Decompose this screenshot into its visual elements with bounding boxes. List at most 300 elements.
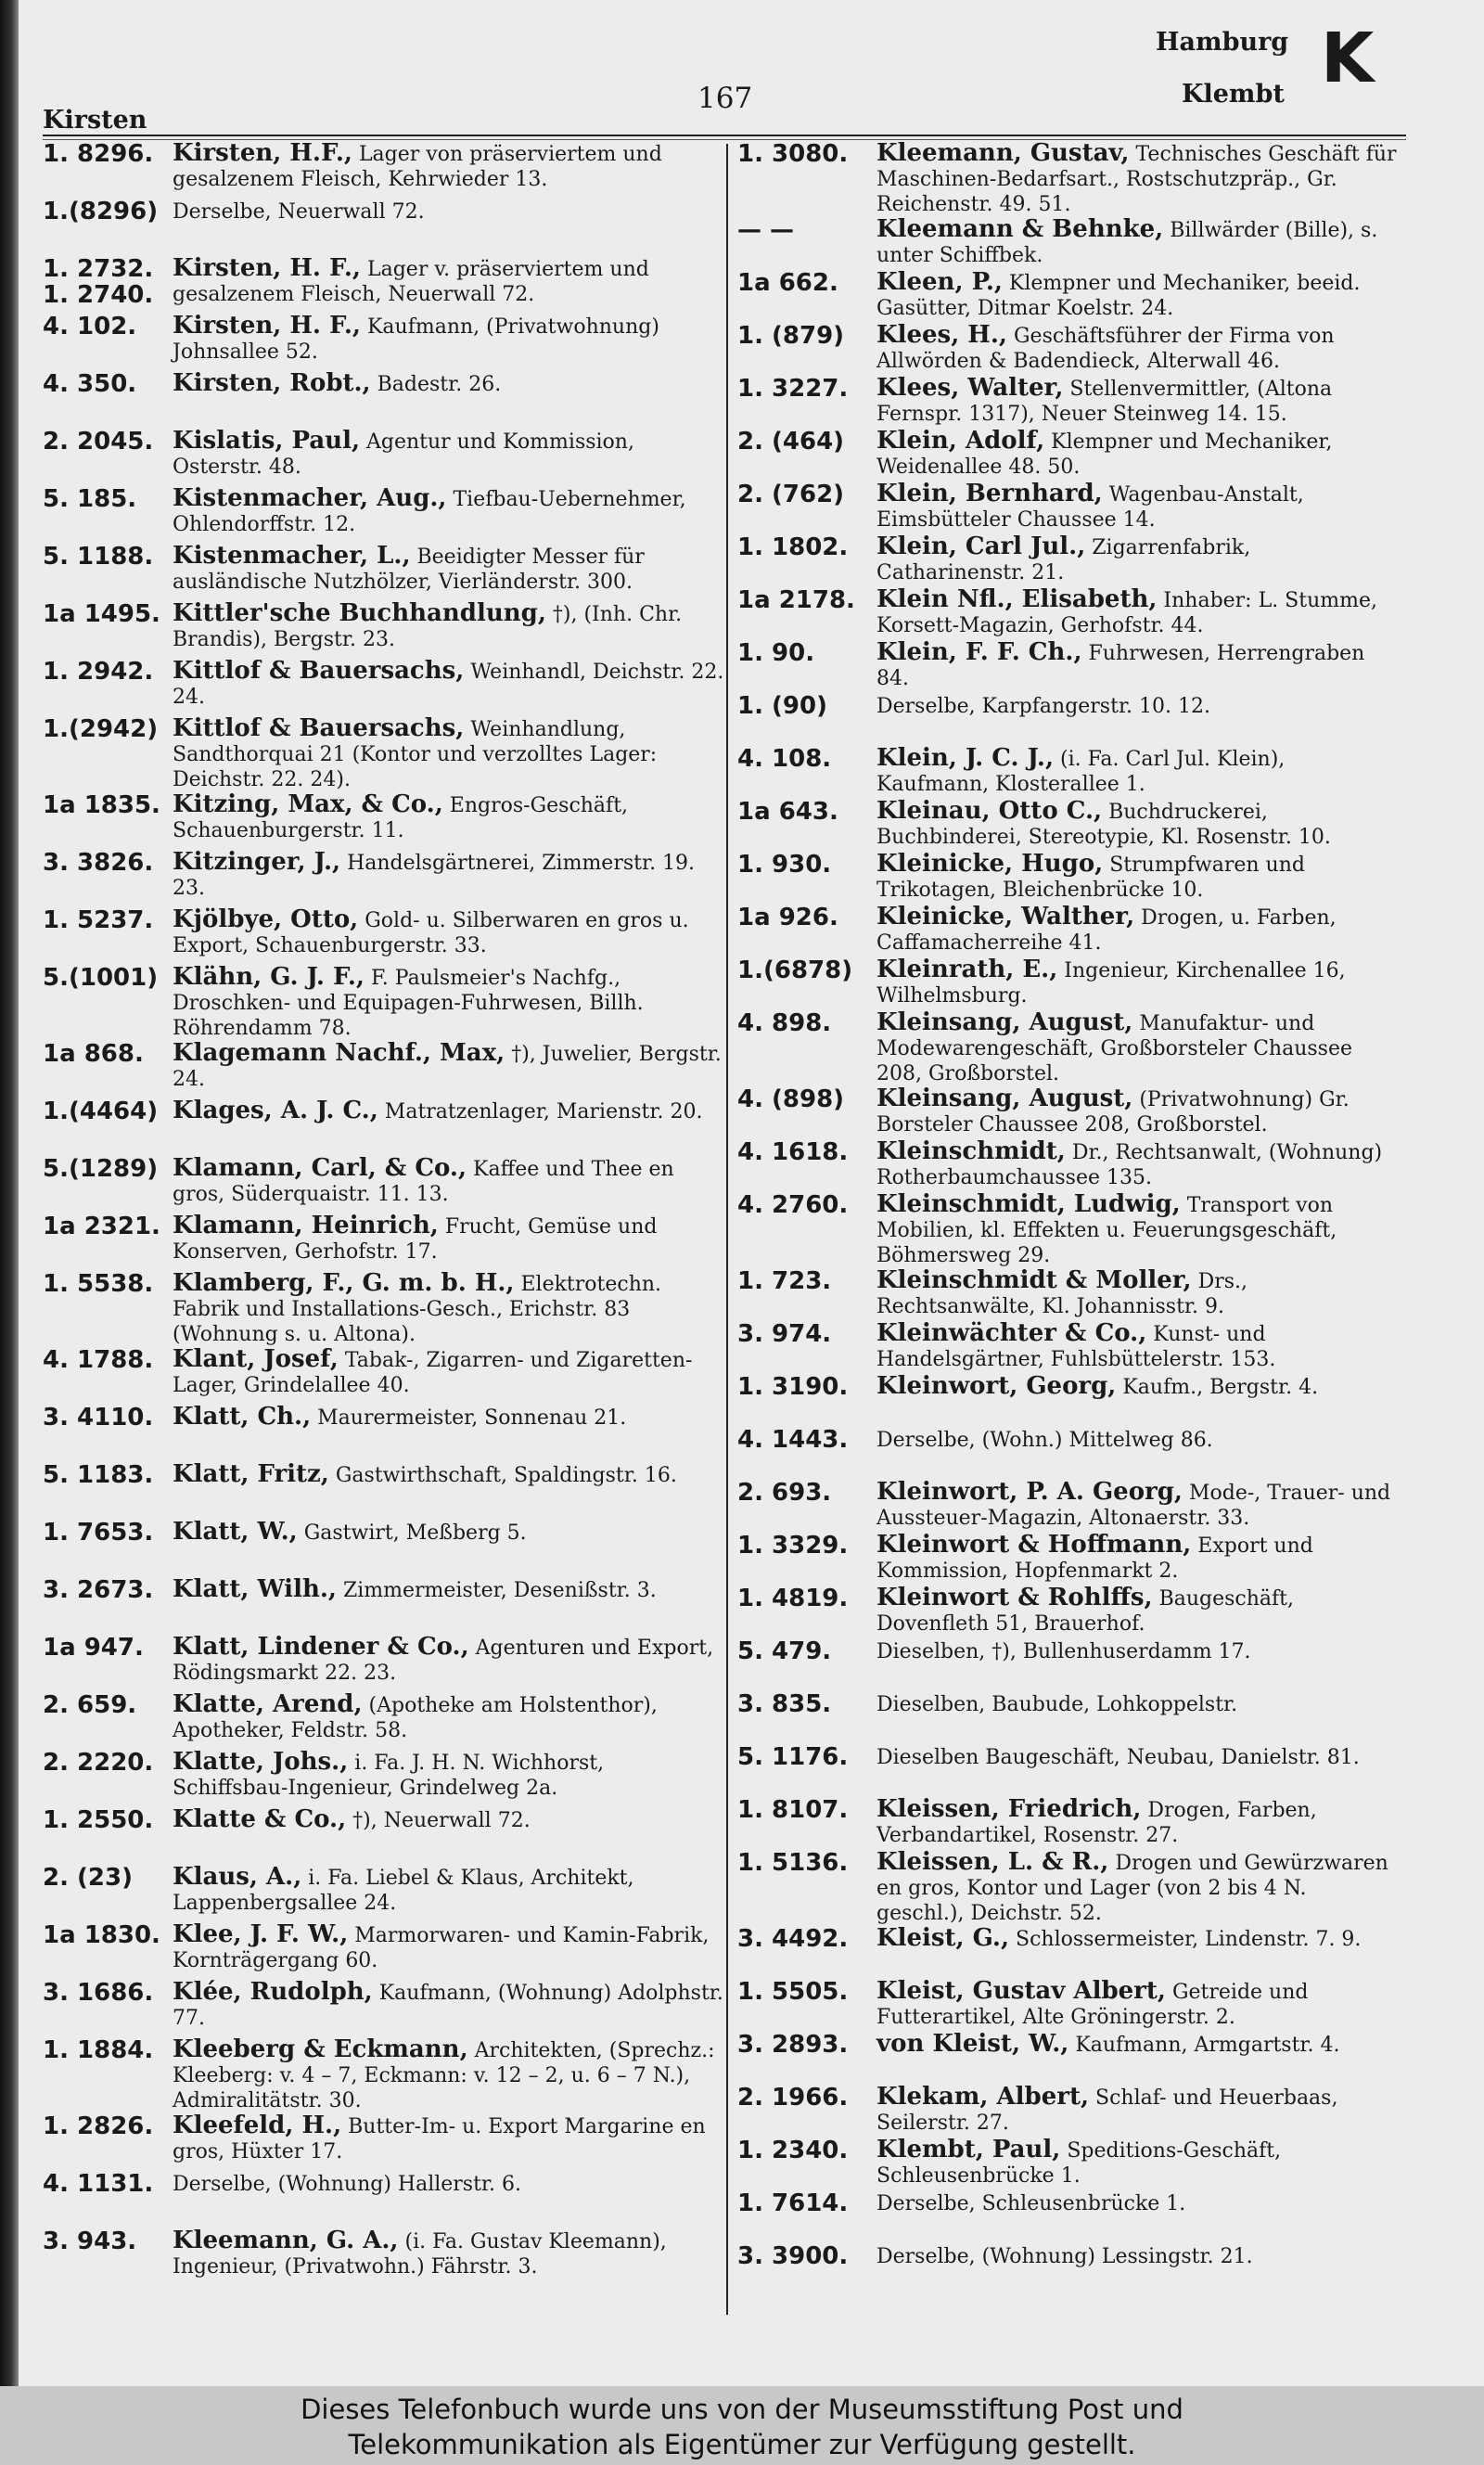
listing-entry [737, 217, 1401, 270]
listing-details: (Privatwohnung) Gr. Borsteler Chaussee 208, Großborstel. [876, 1088, 1350, 1136]
phone-number: 1. 2340. [737, 2137, 849, 2164]
listing-details: Architekten, (Sprechz.: Kleeberg: v. 4 – 7, Eckmann: v. 12 – 2, u. 6 – 7 N.), Admiralitätstr. 30. [173, 2039, 715, 2112]
subscriber-name: Klein Nfl., Elisabeth, [876, 585, 1158, 613]
subscriber-name: Kleinwächter & Co., [876, 1319, 1147, 1347]
listing-details: Derselbe, (Wohn.) Mittelweg 86. [876, 1429, 1213, 1452]
subscriber-name: Klagemann Nachf., Max, [173, 1039, 505, 1067]
phone-number: 2. 2045. [43, 428, 154, 456]
listing-text [173, 659, 724, 710]
listing-details: Matratzenlager, Marienstr. 20. [384, 1100, 703, 1123]
footer-line-2: Telekommunikation als Eigentümer zur Verfügung gestellt. [348, 2429, 1136, 2460]
listing-details: Wagenbau-Anstalt, Eimsbütteler Chaussee 14. [876, 483, 1304, 532]
subscriber-name: Klatt, Fritz, [173, 1460, 329, 1488]
phone-number: 1. 5136. [737, 1849, 849, 1877]
phone-number: 1a 1830. [43, 1921, 160, 1949]
listing-entry [43, 716, 724, 792]
listing-entry [737, 1139, 1401, 1192]
phone-number: 1a 947. [43, 1634, 144, 1662]
phone-number: 1. 7614. [737, 2189, 849, 2217]
listing-text [876, 141, 1401, 217]
listing-text [173, 1520, 724, 1546]
listing-details: Derselbe, Schleusenbrücke 1. [876, 2192, 1186, 2215]
listing-details: Dieselben, †), Bullenhuserdamm 17. [876, 1640, 1251, 1663]
listing-details: Schlaf- und Heuerbaas, Seilerstr. 27. [876, 2086, 1338, 2135]
listing-entry [737, 429, 1401, 481]
phone-number: 1. 2942. [43, 658, 154, 686]
listing-text [876, 799, 1401, 850]
listing-text [173, 850, 724, 901]
subscriber-name: Kleissen, Friedrich, [876, 1795, 1142, 1823]
phone-number: 1. 930. [737, 851, 832, 879]
listing-details: Klempner und Mechaniker, beeid. Gasütter, Ditmar Koelstr. 24. [876, 272, 1361, 320]
listing-details: Agentur und Kommission, Osterstr. 48. [173, 430, 634, 479]
listing-entry [737, 1926, 1401, 1979]
listing-details: Baugeschäft, Dovenfleth 51, Brauerhof. [876, 1587, 1295, 1636]
listing-details: Kunst- und Handelsgärtner, Fuhlsbüttelerstr. 153. [876, 1323, 1276, 1371]
listing-entry [737, 587, 1401, 640]
listing-entry [43, 1865, 724, 1922]
listing-entry [737, 799, 1401, 852]
right-column [737, 141, 1401, 2296]
phone-number: 2. 659. [43, 1691, 137, 1719]
listing-details: (i. Fa. Gustav Kleemann), Ingenieur, (Privatwohn.) Fährstr. 3. [173, 2230, 667, 2279]
phone-number: 2. 2220. [43, 1749, 154, 1777]
phone-number: 1a 2178. [737, 586, 855, 614]
phone-number: 1a 662. [737, 269, 838, 297]
listing-entry [737, 746, 1401, 799]
listing-entry [43, 1271, 724, 1347]
listing-text [173, 371, 724, 397]
listing-text [876, 1691, 1401, 1717]
listing-text [173, 1692, 724, 1743]
subscriber-name: Kirsten, H. F., [173, 254, 361, 282]
listing-details: Kaufm., Bergstr. 4. [1122, 1376, 1319, 1399]
listing-text [173, 2113, 724, 2164]
phone-number: 1.(6878) [737, 956, 853, 984]
listing-entry [737, 1797, 1401, 1850]
phone-number: 5. 1188. [43, 543, 154, 571]
listing-text [876, 2032, 1401, 2058]
page-number: 167 [697, 82, 753, 115]
listing-details: Gold- u. Silberwaren en gros u. Export, Schauenburgerstr. 33. [173, 909, 689, 957]
listing-entry [737, 1979, 1401, 2032]
subscriber-name: Kleinicke, Hugo, [876, 850, 1104, 878]
phone-number: 4. 2760. [737, 1191, 849, 1219]
subscriber-name: Kittlof & Bauersachs, [173, 714, 465, 742]
listing-details: Buchdruckerei, Buchbinderei, Stereotypie, Kl. Rosenstr. 10. [876, 801, 1331, 849]
listing-text [876, 1926, 1401, 1952]
subscriber-name: Kleinschmidt, Ludwig, [876, 1190, 1181, 1218]
subscriber-name: Klein, Bernhard, [876, 480, 1103, 507]
listing-text [876, 640, 1401, 691]
header-city: Hamburg [1156, 28, 1289, 57]
phone-number: 3. 2673. [43, 1576, 154, 1604]
listing-text [876, 1086, 1401, 1137]
listing-text [173, 1347, 724, 1398]
subscriber-name: Klaus, A., [173, 1863, 302, 1891]
phone-number: 1.(8296) [43, 198, 159, 225]
listing-text [173, 1807, 724, 1833]
listing-details: Derselbe, Neuerwall 72. [173, 200, 425, 224]
subscriber-name: Klein, F. F. Ch., [876, 638, 1082, 666]
listing-details: Manufaktur- und Modewarengeschäft, Großborsteler Chaussee 208, Großborstel. [876, 1012, 1352, 1085]
subscriber-name: Klatt, Ch., [173, 1403, 312, 1431]
listing-text [876, 1979, 1401, 2030]
listing-text [876, 1586, 1401, 1637]
subscriber-name: Klee, J. F. W., [173, 1920, 349, 1948]
listing-entry [737, 1533, 1401, 1586]
listing-entry [43, 141, 724, 199]
listing-details: i. Fa. Liebel & Klaus, Architekt, Lappenbergsallee 24. [173, 1867, 634, 1915]
phone-number: 5. 479. [737, 1637, 832, 1665]
subscriber-name: Klée, Rudolph, [173, 1978, 373, 2006]
listing-details: Dr., Rechtsanwalt, (Wohnung) Rotherbaumchaussee 135. [876, 1141, 1383, 1189]
listing-details: Klempner und Mechaniker, Weidenallee 48. 50. [876, 430, 1333, 479]
listing-text [173, 2037, 724, 2113]
header-letter: K [1321, 19, 1375, 98]
subscriber-name: Kleemann, Gustav, [876, 139, 1130, 167]
listing-text [173, 601, 724, 652]
listing-entry [737, 693, 1401, 746]
listing-text [173, 1098, 724, 1124]
phone-number: 1. 5237. [43, 906, 154, 934]
listing-details: Dieselben, Baubude, Lohkoppelstr. [876, 1693, 1238, 1716]
listing-details: Lager von präserviertem und gesalzenem Fleisch, Kehrwieder 13. [173, 143, 662, 191]
listing-details: Ingenieur, Kirchenallee 16, Wilhelmsburg. [876, 959, 1346, 1008]
listing-details: Strumpfwaren und Trikotagen, Bleichenbrücke 10. [876, 854, 1305, 902]
listing-details: Weinhandlung, Sandthorquai 21 (Kontor und verzolltes Lager: Deichstr. 22. 24). [173, 718, 658, 791]
phone-number: 3. 1686. [43, 1979, 154, 2007]
listing-text [173, 1635, 724, 1686]
listing-entry [737, 1586, 1401, 1638]
listing-entry [737, 1427, 1401, 1480]
subscriber-name: Kleist, G., [876, 1924, 1010, 1952]
listing-entry [43, 1213, 724, 1271]
listing-text [173, 1577, 724, 1603]
listing-text [876, 429, 1401, 480]
phone-number: 3. 3826. [43, 849, 154, 877]
listing-text [876, 957, 1401, 1008]
phone-number: 2. (464) [737, 428, 845, 456]
listing-text [876, 270, 1401, 321]
listing-entry [43, 965, 724, 1041]
subscriber-name: Kleinwort, P. A. Georg, [876, 1478, 1183, 1506]
listing-text [173, 2228, 724, 2279]
subscriber-name: Klamann, Heinrich, [173, 1212, 439, 1239]
subscriber-name: Kitzing, Max, & Co., [173, 790, 443, 818]
listing-entry [43, 659, 724, 716]
phone-number: 1. (90) [737, 692, 827, 720]
phone-number: 1. 1884. [43, 2036, 154, 2064]
phone-number: 4. 1788. [43, 1346, 154, 1374]
listing-text [876, 2190, 1401, 2216]
phone-number: 1. (879) [737, 322, 845, 350]
subscriber-name: Kleinau, Otto C., [876, 797, 1103, 825]
listing-entry [737, 1638, 1401, 1691]
phone-number: 1. 2732. 1. 2740. [43, 255, 154, 309]
subscriber-name: Kittlof & Bauersachs, [173, 657, 465, 685]
listing-text [876, 2243, 1401, 2269]
phone-number: 1. 7653. [43, 1519, 154, 1547]
phone-number: 1.(2942) [43, 715, 159, 743]
listing-entry [737, 1192, 1401, 1268]
listing-text [173, 544, 724, 595]
listing-entry [737, 1691, 1401, 1744]
listing-entry [737, 376, 1401, 429]
listing-text [876, 1427, 1401, 1453]
listing-entry [737, 852, 1401, 905]
listing-details: Engros-Geschäft, Schauenburgerstr. 11. [173, 794, 629, 842]
listing-entry [43, 850, 724, 907]
phone-number: 1. 2550. [43, 1806, 154, 1834]
subscriber-name: Klamberg, F., G. m. b. H., [173, 1269, 515, 1297]
subscriber-name: Klamann, Carl, & Co., [173, 1154, 467, 1182]
listing-text [876, 1744, 1401, 1770]
listing-details: Zigarrenfabrik, Catharinenstr. 21. [876, 536, 1251, 584]
subscriber-name: Kleinwort & Hoffmann, [876, 1531, 1192, 1559]
listing-entry [737, 1086, 1401, 1139]
listing-details: Speditions-Geschäft, Schleusenbrücke 1. [876, 2139, 1282, 2188]
listing-entry [43, 2113, 724, 2171]
phone-number: 1. 5505. [737, 1978, 849, 2006]
subscriber-name: Klant, Josef, [173, 1345, 339, 1373]
left-column [43, 141, 724, 2286]
phone-number: 1a 1495. [43, 600, 160, 628]
listing-entry [737, 2243, 1401, 2296]
listing-details: Elektrotechn. Fabrik und Installations-Gesch., Erichstr. 83 (Wohnung s. u. Altona). [173, 1273, 662, 1346]
subscriber-name: Kleinwort, Georg, [876, 1372, 1117, 1400]
subscriber-name: Klein, Carl Jul., [876, 533, 1086, 560]
subscriber-name: Kleinwort & Rohlffs, [876, 1584, 1153, 1611]
phone-number: 1. 3329. [737, 1532, 849, 1560]
phone-number: 1. 8107. [737, 1796, 849, 1824]
listing-entry [43, 429, 724, 486]
listing-details: Derselbe, Karpfangerstr. 10. 12. [876, 695, 1210, 718]
book-spine [0, 0, 19, 2386]
phone-number: 1.(4464) [43, 1098, 159, 1125]
footer-line-1: Dieses Telefonbuch wurde uns von der Museumsstiftung Post und [301, 2394, 1183, 2425]
listing-entry [737, 534, 1401, 587]
listing-details: Gastwirthschaft, Spaldingstr. 16. [335, 1464, 677, 1487]
phone-number: — — [737, 216, 795, 244]
listing-entry [43, 1807, 724, 1865]
listing-entry [43, 544, 724, 601]
subscriber-name: Klembt, Paul, [876, 2136, 1061, 2163]
listing-details: Stellenvermittler, (Altona Fernspr. 1317), Neuer Steinweg 14. 15. [876, 378, 1333, 426]
subscriber-name: Kleefeld, H., [173, 2112, 342, 2139]
phone-number: 4. 350. [43, 370, 137, 398]
phone-number: 5.(1001) [43, 964, 159, 992]
listing-entry [737, 1010, 1401, 1086]
listing-text [173, 965, 724, 1041]
listing-details: Handelsgärtnerei, Zimmerstr. 19. 23. [173, 852, 696, 900]
listing-details: (i. Fa. Carl Jul. Klein), Kaufmann, Klosterallee 1. [876, 748, 1286, 796]
listing-entry [43, 1635, 724, 1692]
header-rule [43, 135, 1406, 136]
listing-text [173, 199, 724, 225]
listing-details: Schlossermeister, Lindenstr. 7. 9. [1016, 1928, 1362, 1951]
phone-number: 1a 868. [43, 1040, 144, 1068]
subscriber-name: Kistenmacher, L., [173, 542, 411, 570]
page-header [43, 19, 1425, 148]
listing-entry [43, 1922, 724, 1980]
subscriber-name: Kleemann & Behnke, [876, 215, 1164, 243]
subscriber-name: Klatte & Co., [173, 1805, 347, 1833]
listing-entry [43, 1462, 724, 1520]
subscriber-name: Klatte, Arend, [173, 1690, 363, 1718]
phone-number: 1a 643. [737, 798, 838, 826]
listing-entry [43, 1577, 724, 1635]
phone-number: 4. 1131. [43, 2170, 154, 2198]
subscriber-name: Kleissen, L. & R., [876, 1848, 1109, 1876]
listing-details: Tiefbau-Uebernehmer, Ohlendorffstr. 12. [173, 488, 686, 536]
listing-text [876, 746, 1401, 797]
listing-text [173, 1922, 724, 1973]
subscriber-name: Klein, Adolf, [876, 427, 1045, 455]
phone-number: 4. 1443. [737, 1426, 849, 1454]
listing-text [173, 1405, 724, 1431]
phone-number: 3. 943. [43, 2227, 137, 2255]
listing-text [876, 323, 1401, 374]
listing-text [173, 1980, 724, 2031]
listing-entry [737, 1480, 1401, 1533]
phone-number: 1. 5538. [43, 1270, 154, 1298]
phone-number: 1a 926. [737, 904, 838, 931]
listing-details: Geschäftsführer der Firma von Allwörden & Badendieck, Alterwall 46. [876, 325, 1335, 373]
phone-number: 2. (762) [737, 481, 845, 508]
listing-text [173, 1865, 724, 1916]
listing-entry [737, 1374, 1401, 1427]
header-first-name: Kirsten [43, 106, 147, 135]
phone-number: 1a 1835. [43, 791, 160, 819]
listing-details: Lager v. präserviertem und gesalzenem Fleisch, Neuerwall 72. [173, 258, 649, 306]
listing-text [876, 217, 1401, 268]
listing-entry [43, 371, 724, 429]
column-divider [726, 144, 728, 2315]
listing-details: Mode-, Trauer- und Aussteuer-Magazin, Altonaerstr. 33. [876, 1482, 1391, 1530]
phone-number: 4. (898) [737, 1085, 845, 1113]
listing-details: (Apotheke am Holstenthor), Apotheker, Feldstr. 58. [173, 1694, 658, 1742]
listing-details: Inhaber: L. Stumme, Korsett-Magazin, Gerhofstr. 44. [876, 589, 1378, 637]
subscriber-name: Klatt, Wilh., [173, 1575, 337, 1603]
subscriber-name: Kistenmacher, Aug., [173, 484, 447, 512]
phone-number: 1. 8296. [43, 140, 154, 168]
listing-entry [737, 957, 1401, 1010]
listing-details: Kaffee und Thee en gros, Süderquaistr. 11. 13. [173, 1158, 674, 1206]
phone-number: 1. 3190. [737, 1373, 849, 1401]
listing-entry [737, 2138, 1401, 2190]
phone-number: 5.(1289) [43, 1155, 159, 1183]
listing-entry [43, 2171, 724, 2228]
listing-details: Derselbe, (Wohnung) Lessingstr. 21. [876, 2245, 1253, 2268]
listing-entry [737, 481, 1401, 534]
subscriber-name: Kleinicke, Walther, [876, 903, 1135, 931]
phone-number: 5. 1176. [737, 1743, 849, 1771]
listing-details: †), (Inh. Chr. Brandis), Bergstr. 23. [173, 603, 683, 651]
phone-number: 1a 2321. [43, 1213, 160, 1240]
listing-entry [737, 2032, 1401, 2085]
phone-number: 4. 898. [737, 1009, 832, 1037]
listing-details: Drogen und Gewürzwaren en gros, Kontor und Lager (von 2 bis 4 N. geschl.), Deichstr. 52. [876, 1852, 1388, 1925]
listing-text [876, 852, 1401, 903]
listing-entry [43, 2037, 724, 2113]
subscriber-name: Kleinsang, August, [876, 1085, 1133, 1112]
listing-details: Marmorwaren- und Kamin-Fabrik, Kornträgergang 60. [173, 1924, 710, 1972]
listing-entry [43, 2228, 724, 2286]
phone-number: 1. 3227. [737, 375, 849, 403]
listing-details: Butter-Im- u. Export Margarine en gros, Hüxter 17. [173, 2115, 706, 2163]
phone-number: 3. 4492. [737, 1925, 849, 1953]
listing-entry [737, 2085, 1401, 2138]
listing-details: Agenturen und Export, Rödingsmarkt 22. 23. [173, 1637, 714, 1685]
listing-details: Beeidigter Messer für ausländische Nutzhölzer, Vierländerstr. 300. [173, 546, 645, 594]
listing-entry [737, 1268, 1401, 1321]
listing-text [876, 1374, 1401, 1400]
phone-number: 1. 2826. [43, 2112, 154, 2140]
subscriber-name: Kirsten, Robt., [173, 369, 371, 397]
listing-text [173, 1213, 724, 1265]
listing-entry [43, 792, 724, 850]
listing-text [876, 1268, 1401, 1319]
listing-text [173, 792, 724, 843]
listing-entry [737, 640, 1401, 693]
phone-number: 3. 2893. [737, 2031, 849, 2059]
phone-number: 1. 723. [737, 1267, 832, 1295]
listing-text [173, 907, 724, 958]
listing-text [876, 1321, 1401, 1372]
listing-entry [43, 1156, 724, 1213]
listing-text [173, 1271, 724, 1347]
listing-details: Kaufmann, (Wohnung) Adolphstr. 77. [173, 1982, 723, 2030]
listing-text [173, 429, 724, 480]
listing-details: Drogen, Farben, Verbandartikel, Rosenstr. 27. [876, 1799, 1317, 1847]
listing-text [173, 2171, 724, 2197]
listing-entry [737, 2190, 1401, 2243]
listing-entry [43, 1405, 724, 1462]
phone-number: 1. 4819. [737, 1585, 849, 1612]
listing-details: Derselbe, (Wohnung) Hallerstr. 6. [173, 2173, 522, 2196]
listing-text [173, 1041, 724, 1092]
subscriber-name: Klatt, W., [173, 1518, 298, 1546]
phone-number: 3. 4110. [43, 1404, 154, 1431]
listing-text [876, 1480, 1401, 1531]
subscriber-name: Klees, Walter, [876, 374, 1064, 402]
listing-entry [43, 1750, 724, 1807]
listing-text [876, 1638, 1401, 1664]
subscriber-name: Kirsten, H.F., [173, 139, 352, 167]
listing-entry [737, 323, 1401, 376]
listing-entry [43, 1692, 724, 1750]
listing-entry [43, 1980, 724, 2037]
phone-number: 3. 3900. [737, 2242, 849, 2270]
listing-details: †), Neuerwall 72. [352, 1809, 531, 1832]
footer-notice [0, 2386, 1484, 2465]
listing-details: Frucht, Gemüse und Konserven, Gerhofstr. 17. [173, 1215, 658, 1264]
listing-text [876, 481, 1401, 533]
listing-details: Getreide und Futterartikel, Alte Gröningerstr. 2. [876, 1981, 1309, 2029]
subscriber-name: Kirsten, H. F., [173, 312, 361, 340]
listing-details: Tabak-, Zigarren- und Zigaretten-Lager, Grindelallee 40. [173, 1349, 693, 1397]
subscriber-name: Klages, A. J. C., [173, 1097, 378, 1124]
subscriber-name: Kleeberg & Eckmann, [173, 2035, 468, 2063]
listing-text [876, 905, 1401, 956]
subscriber-name: Kleinschmidt, [876, 1137, 1066, 1165]
listing-details: Billwärder (Bille), s. unter Schiffbek. [876, 219, 1378, 267]
subscriber-name: Klatte, Johs., [173, 1748, 349, 1776]
listing-entry [43, 314, 724, 371]
listing-details: Zimmermeister, Desenißstr. 3. [342, 1579, 657, 1602]
phone-number: 4. 1618. [737, 1138, 849, 1166]
